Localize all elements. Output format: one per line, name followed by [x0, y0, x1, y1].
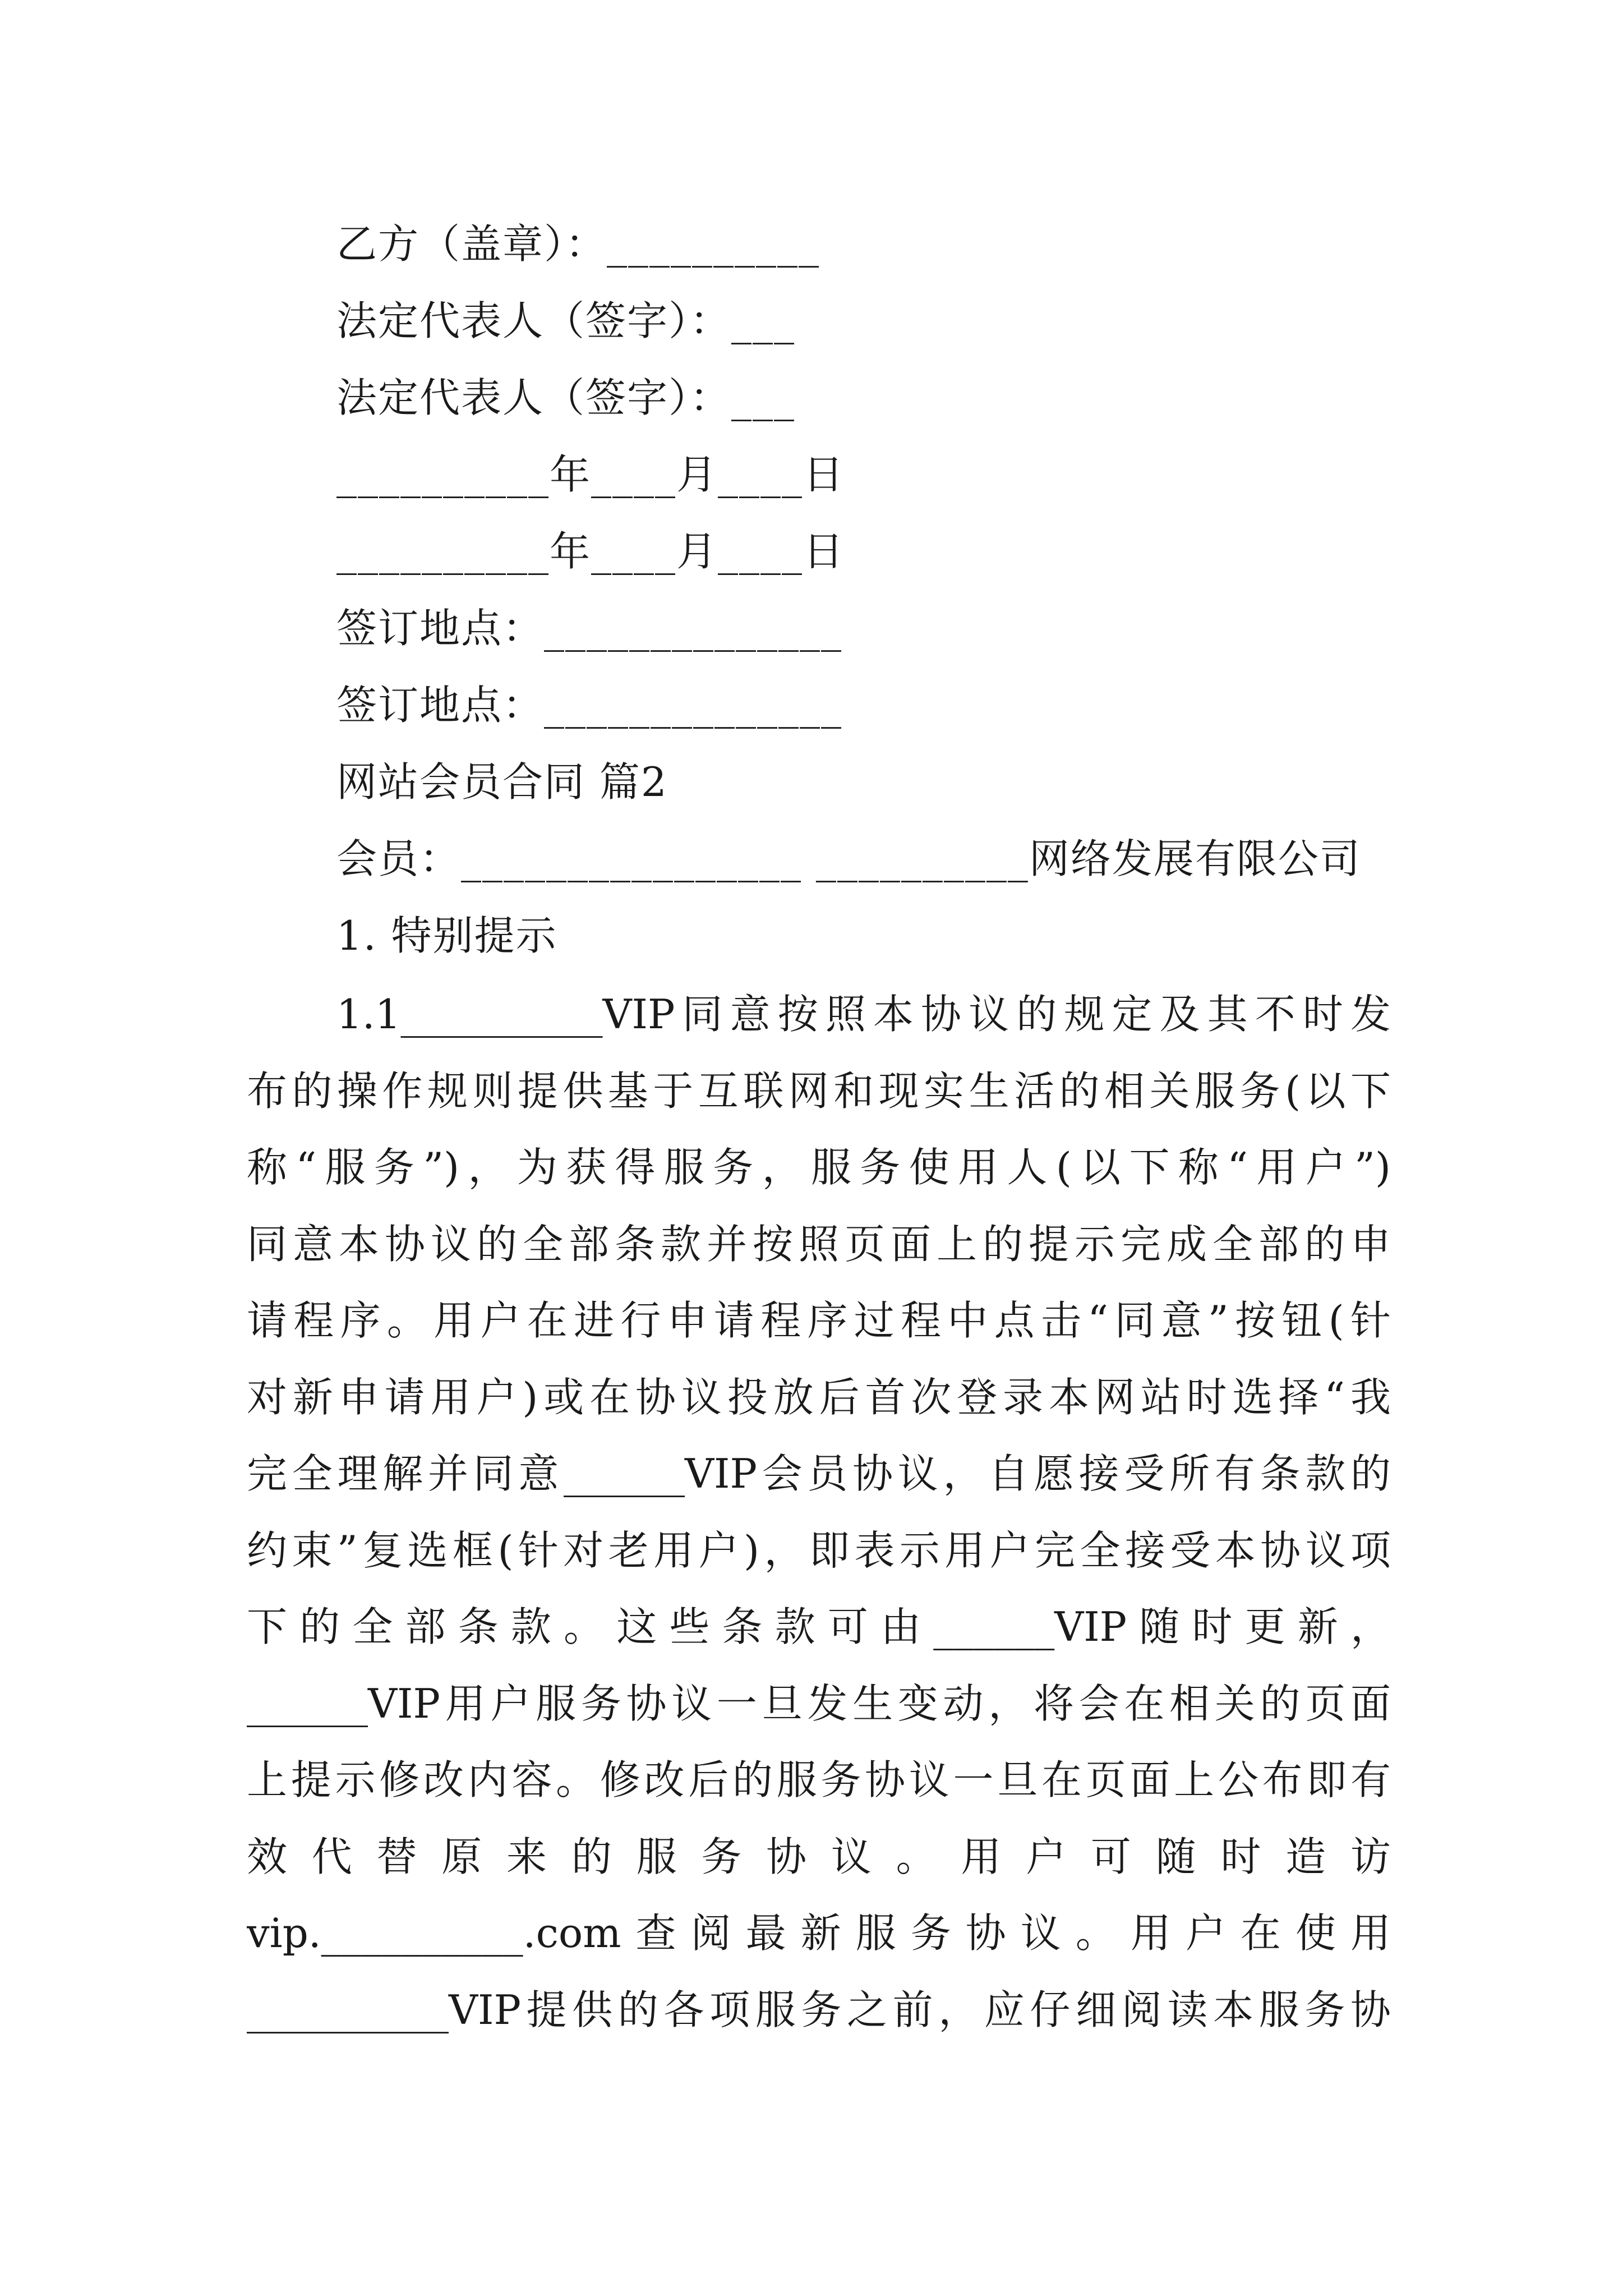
paragraph-line: 同意本协议的全部条款并按照页面上的提示完成全部的申	[247, 1220, 1391, 1268]
date-line: __________年____月____日	[336, 528, 845, 575]
paragraph-line: 效代替原来的服务协议。用户可随时造访	[247, 1833, 1391, 1880]
paragraph-line: 约束”复选框(针对老用户)，即表示用户完全接受本协议项	[247, 1526, 1391, 1574]
paragraph-line: __________VIP提供的各项服务之前，应仔细阅读本服务协	[247, 1986, 1391, 2033]
paragraph-line: 对新申请用户)或在协议投放后首次登录本网站时选择“我	[247, 1373, 1391, 1421]
signing-place-line: 签订地点：______________	[336, 682, 843, 729]
paragraph-line: ______VIP用户服务协议一旦发生变动，将会在相关的页面	[247, 1680, 1391, 1727]
paragraph-line: 完全理解并同意______VIP会员协议，自愿接受所有条款的	[247, 1450, 1391, 1497]
clause-heading: 1. 特别提示	[336, 912, 557, 959]
member-line: 会员：________________ __________网络发展有限公司	[336, 835, 1361, 882]
legal-rep-signature-line: 法定代表人（签字）：___	[336, 374, 796, 421]
signing-place-line: 签订地点：______________	[336, 605, 843, 652]
date-line: __________年____月____日	[336, 451, 845, 498]
paragraph-line: 请程序。用户在进行申请程序过程中点击“同意”按钮(针	[247, 1297, 1391, 1344]
party-b-seal-line: 乙方（盖章）：__________	[336, 220, 820, 268]
paragraph-line: vip.__________.com查阅最新服务协议。用户在使用	[247, 1910, 1391, 1957]
section-title: 网站会员合同 篇2	[336, 758, 668, 806]
clause-1-1-paragraph	[247, 976, 1391, 2048]
legal-rep-signature-line: 法定代表人（签字）：___	[336, 297, 796, 344]
paragraph-line: 上提示修改内容。修改后的服务协议一旦在页面上公布即有	[247, 1756, 1391, 1803]
paragraph-line: 1.1__________VIP同意按照本协议的规定及其不时发	[336, 991, 1391, 1038]
paragraph-line: 称“服务”)，为获得服务，服务使用人(以下称“用户”)	[247, 1144, 1391, 1191]
paragraph-line: 下的全部条款。这些条款可由______VIP随时更新，	[247, 1603, 1391, 1650]
paragraph-line: 布的操作规则提供基于互联网和现实生活的相关服务(以下	[247, 1067, 1391, 1115]
